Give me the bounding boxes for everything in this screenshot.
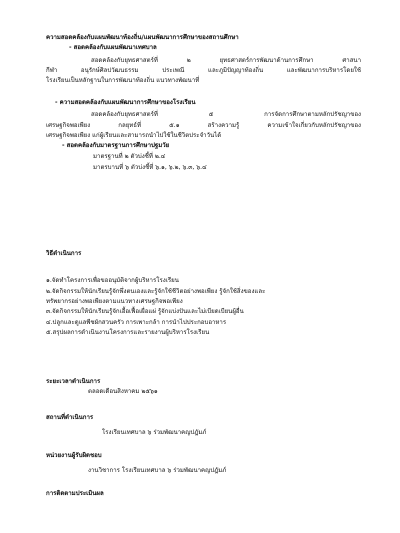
standard-item: มาตรฐานที่ ๒ ตัวบ่งชี้ที่ ๒.๔ — [93, 153, 166, 160]
period-value: ตลอดเดือนสิงหาคม ๒๕๖๑ — [88, 388, 158, 395]
alignment-heading: ความสอดคล้องกับแผนพัฒนาท้องถิ่น/แผนพัฒนาการศึกษาของสถานศึกษา — [46, 34, 239, 41]
venue-value: โรงเรียนเทศบาล ๖ ร่วมพัฒนาคญปฎัมภ์ — [102, 429, 207, 436]
standard-subheading: - สอดคล้องกับมาตรฐานการศึกษาปฐมวัย — [62, 142, 170, 149]
method-step: ๕.สรุปผลการดำเนินงานโครงการและรายงานผู้บริหารโรงเรียน — [46, 329, 210, 336]
school-paragraph-line: เศรษฐกิจพอเพียง แก่ผู้เรียนและสามารถนำไปใช้ในชีวิตประจำวันได้ — [46, 132, 222, 139]
period-heading: ระยะเวลาดำเนินการ — [46, 378, 101, 385]
evaluation-heading: การติดตามประเมินผล — [46, 490, 104, 497]
method-step: ๔.ปลูกและดูแลพืชผักสวนครัว การเพาะกล้า การนำไปประกอบอาหาร — [46, 319, 227, 326]
responsible-heading: หน่วยงานผู้รับผิดชอบ — [46, 452, 102, 459]
method-step: ๒.จัดกิจกรรมให้นักเรียนรู้จักพึ่งตนเองและรู้จักใช้ชีวิตอย่างพอเพียง รู้จักใช้สิ่งของและ — [46, 288, 266, 295]
method-step: ๑.จัดทำโครงการเพื่อขออนุมัติจากผู้บริหารโรงเรียน — [46, 277, 179, 284]
responsible-value: งานวิชาการ โรงเรียนเทศบาล ๖ ร่วมพัฒนาคญปฎัมภ์ — [88, 467, 227, 474]
method-step: ๓.จัดกิจกรรมให้นักเรียนรู้จักเอื้อเฟื้อเผื่อแผ่ รู้จักแบ่งปันและไม่เบียดเบียนผู้อื่น — [46, 308, 244, 315]
municipal-paragraph-line: สอดคล้องกับยุทธศาสตร์ที่ ๒ ยุทธศาสตร์การพัฒนาด้านการศึกษา ศาสนา — [91, 57, 361, 64]
venue-heading: สถานที่ดำเนินการ — [46, 414, 94, 421]
municipal-paragraph-line: โรงเรียนเป็นหลักฐานในการพัฒนาท้องถิ่น แนวทางพัฒนาที่ — [46, 77, 200, 84]
method-step-continuation: ทรัพยากรอย่างพอเพียงตามแนวทางเศรษฐกิจพอเพียง — [46, 298, 183, 305]
school-plan-subheading: - ความสอดคล้องกับแผนพัฒนาการศึกษาของโรงเรียน — [55, 99, 196, 106]
school-paragraph-line: เศรษฐกิจพอเพียง กลยุทธ์ที่ ๕.๑ สร้างความรู้ ความเข้าใจเกี่ยวกับหลักปรัชญาของ — [46, 122, 361, 129]
standard-item: มาตรบานที่ ๖ ตัวบ่งชี้ที่ ๖.๑, ๖.๒, ๖.๓, ๖.๔ — [93, 164, 207, 171]
method-heading: วิธีดำเนินการ — [46, 250, 82, 257]
municipal-plan-subheading: - สอดคล้องกับแผนพัฒนาเทศบาล — [69, 44, 157, 51]
school-paragraph-line: สอดคล้องกับยุทธศาสตร์ที่ ๕ การจัดการศึกษาตามหลักปรัชญาของ — [91, 111, 361, 118]
municipal-paragraph-line: กีฬา อนุรักษ์ศิลปวัฒนธรรม ประเพณี และภูมิปัญญาท้องถิ่น และพัฒนาการบริหารโดยใช้ — [46, 67, 361, 74]
